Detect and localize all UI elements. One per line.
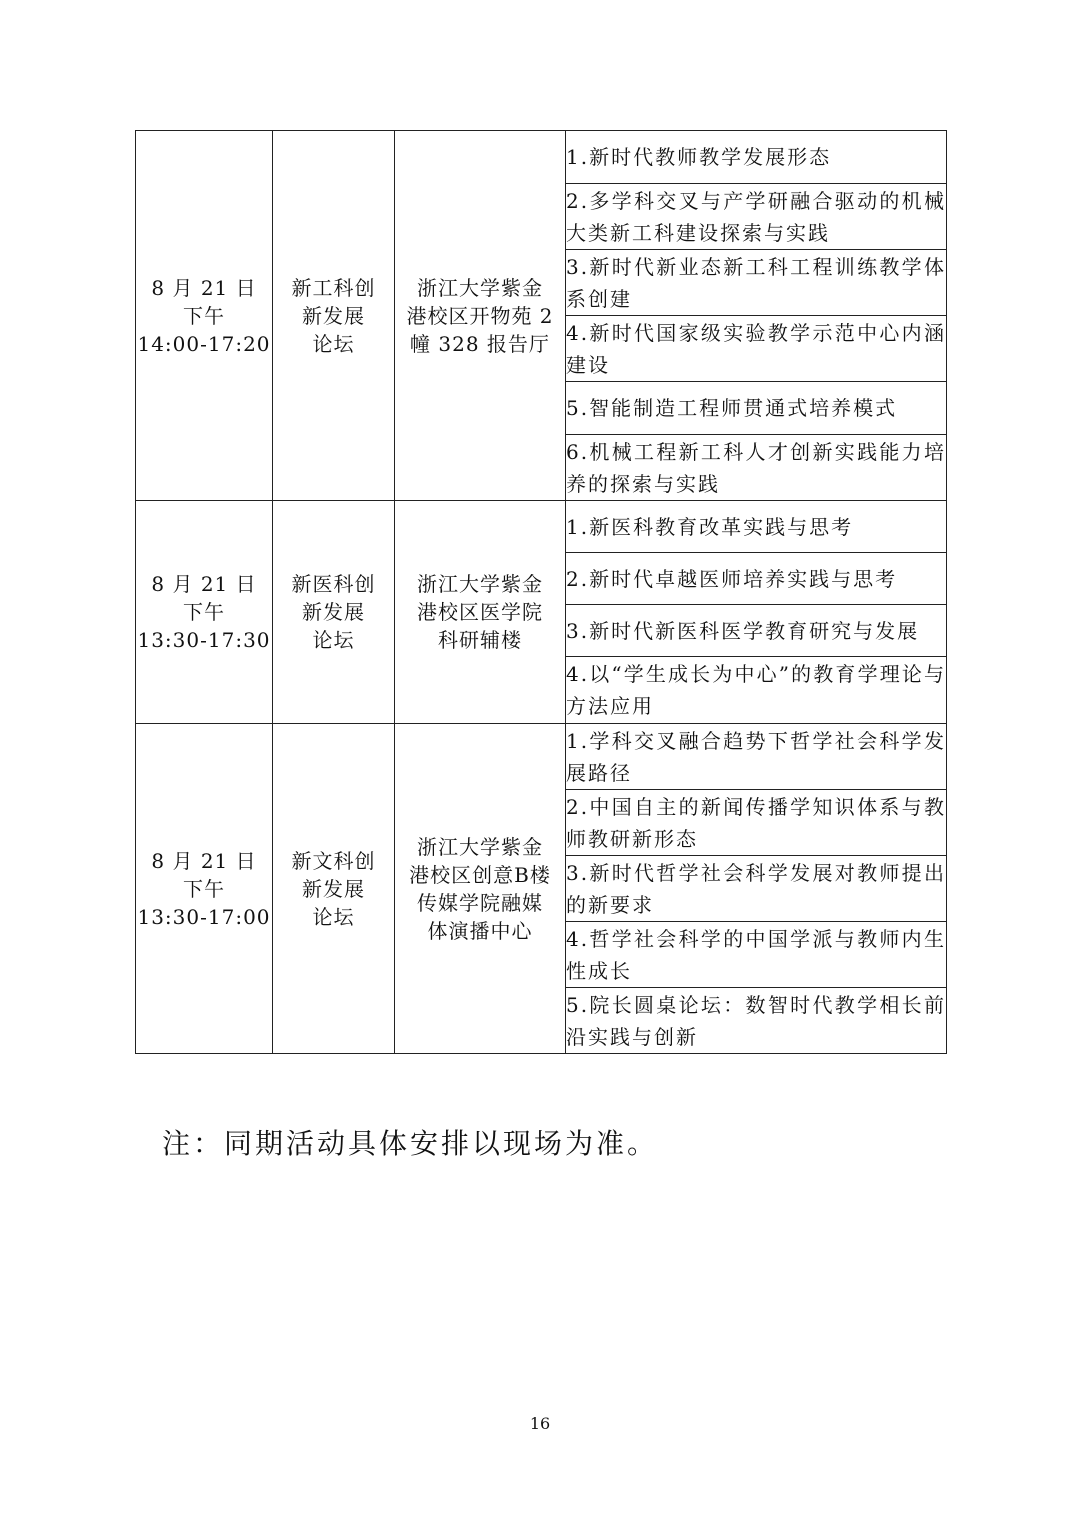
- period-text: 下午: [183, 876, 225, 901]
- venue-line: 浙江大学紫金: [417, 275, 543, 300]
- forum-name-line: 新医科创: [291, 572, 376, 596]
- forum-name-line: 论坛: [312, 628, 355, 652]
- table-row: [136, 501, 947, 553]
- page-number: 16: [529, 1414, 551, 1433]
- forum-name-line: 新发展: [302, 303, 365, 328]
- venue-line: 幢 328 报告厅: [410, 331, 550, 356]
- forum-name-line: 新发展: [302, 600, 365, 624]
- time-range-text: 14:00-17:20: [137, 331, 271, 356]
- forum-name-line: 新文科创: [291, 848, 376, 873]
- topic-cell: 6.机械工程新工科人才创新实践能力培养的探索与实践: [566, 435, 947, 501]
- forum-name-cell: [273, 131, 395, 501]
- venue-line: 港校区医学院: [417, 600, 543, 624]
- forum-name-line: 新工科创: [291, 275, 376, 300]
- topic-cell: 4.哲学社会科学的中国学派与教师内生性成长: [566, 922, 947, 988]
- topic-cell: 3.新时代新业态新工科工程训练教学体系创建: [566, 250, 947, 316]
- time-cell: [136, 131, 273, 501]
- table-row: [136, 131, 947, 184]
- date-text: 8 月 21 日: [151, 275, 257, 300]
- date-text: 8 月 21 日: [151, 572, 257, 596]
- venue-line: 港校区开物苑 2: [406, 303, 554, 328]
- footnote: 注：同期活动具体安排以现场为准。: [162, 1127, 659, 1160]
- date-text: 8 月 21 日: [151, 848, 257, 873]
- time-cell: [136, 501, 273, 724]
- venue-line: 浙江大学紫金: [417, 572, 543, 596]
- forum-name-line: 新发展: [302, 876, 365, 901]
- venue-line: 浙江大学紫金: [417, 834, 543, 859]
- venue-cell: [395, 724, 566, 1054]
- topic-cell: 5.院长圆桌论坛：数智时代教学相长前沿实践与创新: [566, 988, 947, 1054]
- topic-cell: 2.新时代卓越医师培养实践与思考: [566, 553, 947, 605]
- topic-cell: 2.中国自主的新闻传播学知识体系与教师教研新形态: [566, 790, 947, 856]
- table-row: [136, 724, 947, 790]
- topic-cell: 3.新时代哲学社会科学发展对教师提出的新要求: [566, 856, 947, 922]
- topic-cell: 3.新时代新医科医学教育研究与发展: [566, 605, 947, 657]
- topic-cell: 1.学科交叉融合趋势下哲学社会科学发展路径: [566, 724, 947, 790]
- period-text: 下午: [183, 303, 225, 328]
- topic-cell: 1.新时代教师教学发展形态: [566, 131, 947, 184]
- topic-cell: 2.多学科交叉与产学研融合驱动的机械大类新工科建设探索与实践: [566, 184, 947, 250]
- topic-cell: 5.智能制造工程师贯通式培养模式: [566, 382, 947, 435]
- topic-cell: 1.新医科教育改革实践与思考: [566, 501, 947, 553]
- venue-line: 港校区创意B楼: [409, 862, 551, 887]
- venue-line: 科研辅楼: [438, 628, 522, 652]
- forum-name-cell: [273, 501, 395, 724]
- forum-name-line: 论坛: [312, 904, 355, 929]
- time-range-text: 13:30-17:30: [137, 628, 271, 652]
- topic-cell: 4.新时代国家级实验教学示范中心内涵建设: [566, 316, 947, 382]
- time-cell: [136, 724, 273, 1054]
- forum-name-cell: [273, 724, 395, 1054]
- forum-name-line: 论坛: [312, 331, 355, 356]
- topic-cell: 4.以“学生成长为中心”的教育学理论与方法应用: [566, 657, 947, 724]
- schedule-table: [135, 130, 947, 1054]
- venue-line: 传媒学院融媒: [417, 890, 543, 915]
- venue-cell: [395, 131, 566, 501]
- time-range-text: 13:30-17:00: [137, 904, 271, 929]
- venue-cell: [395, 501, 566, 724]
- period-text: 下午: [183, 600, 225, 624]
- venue-line: 体演播中心: [427, 918, 533, 943]
